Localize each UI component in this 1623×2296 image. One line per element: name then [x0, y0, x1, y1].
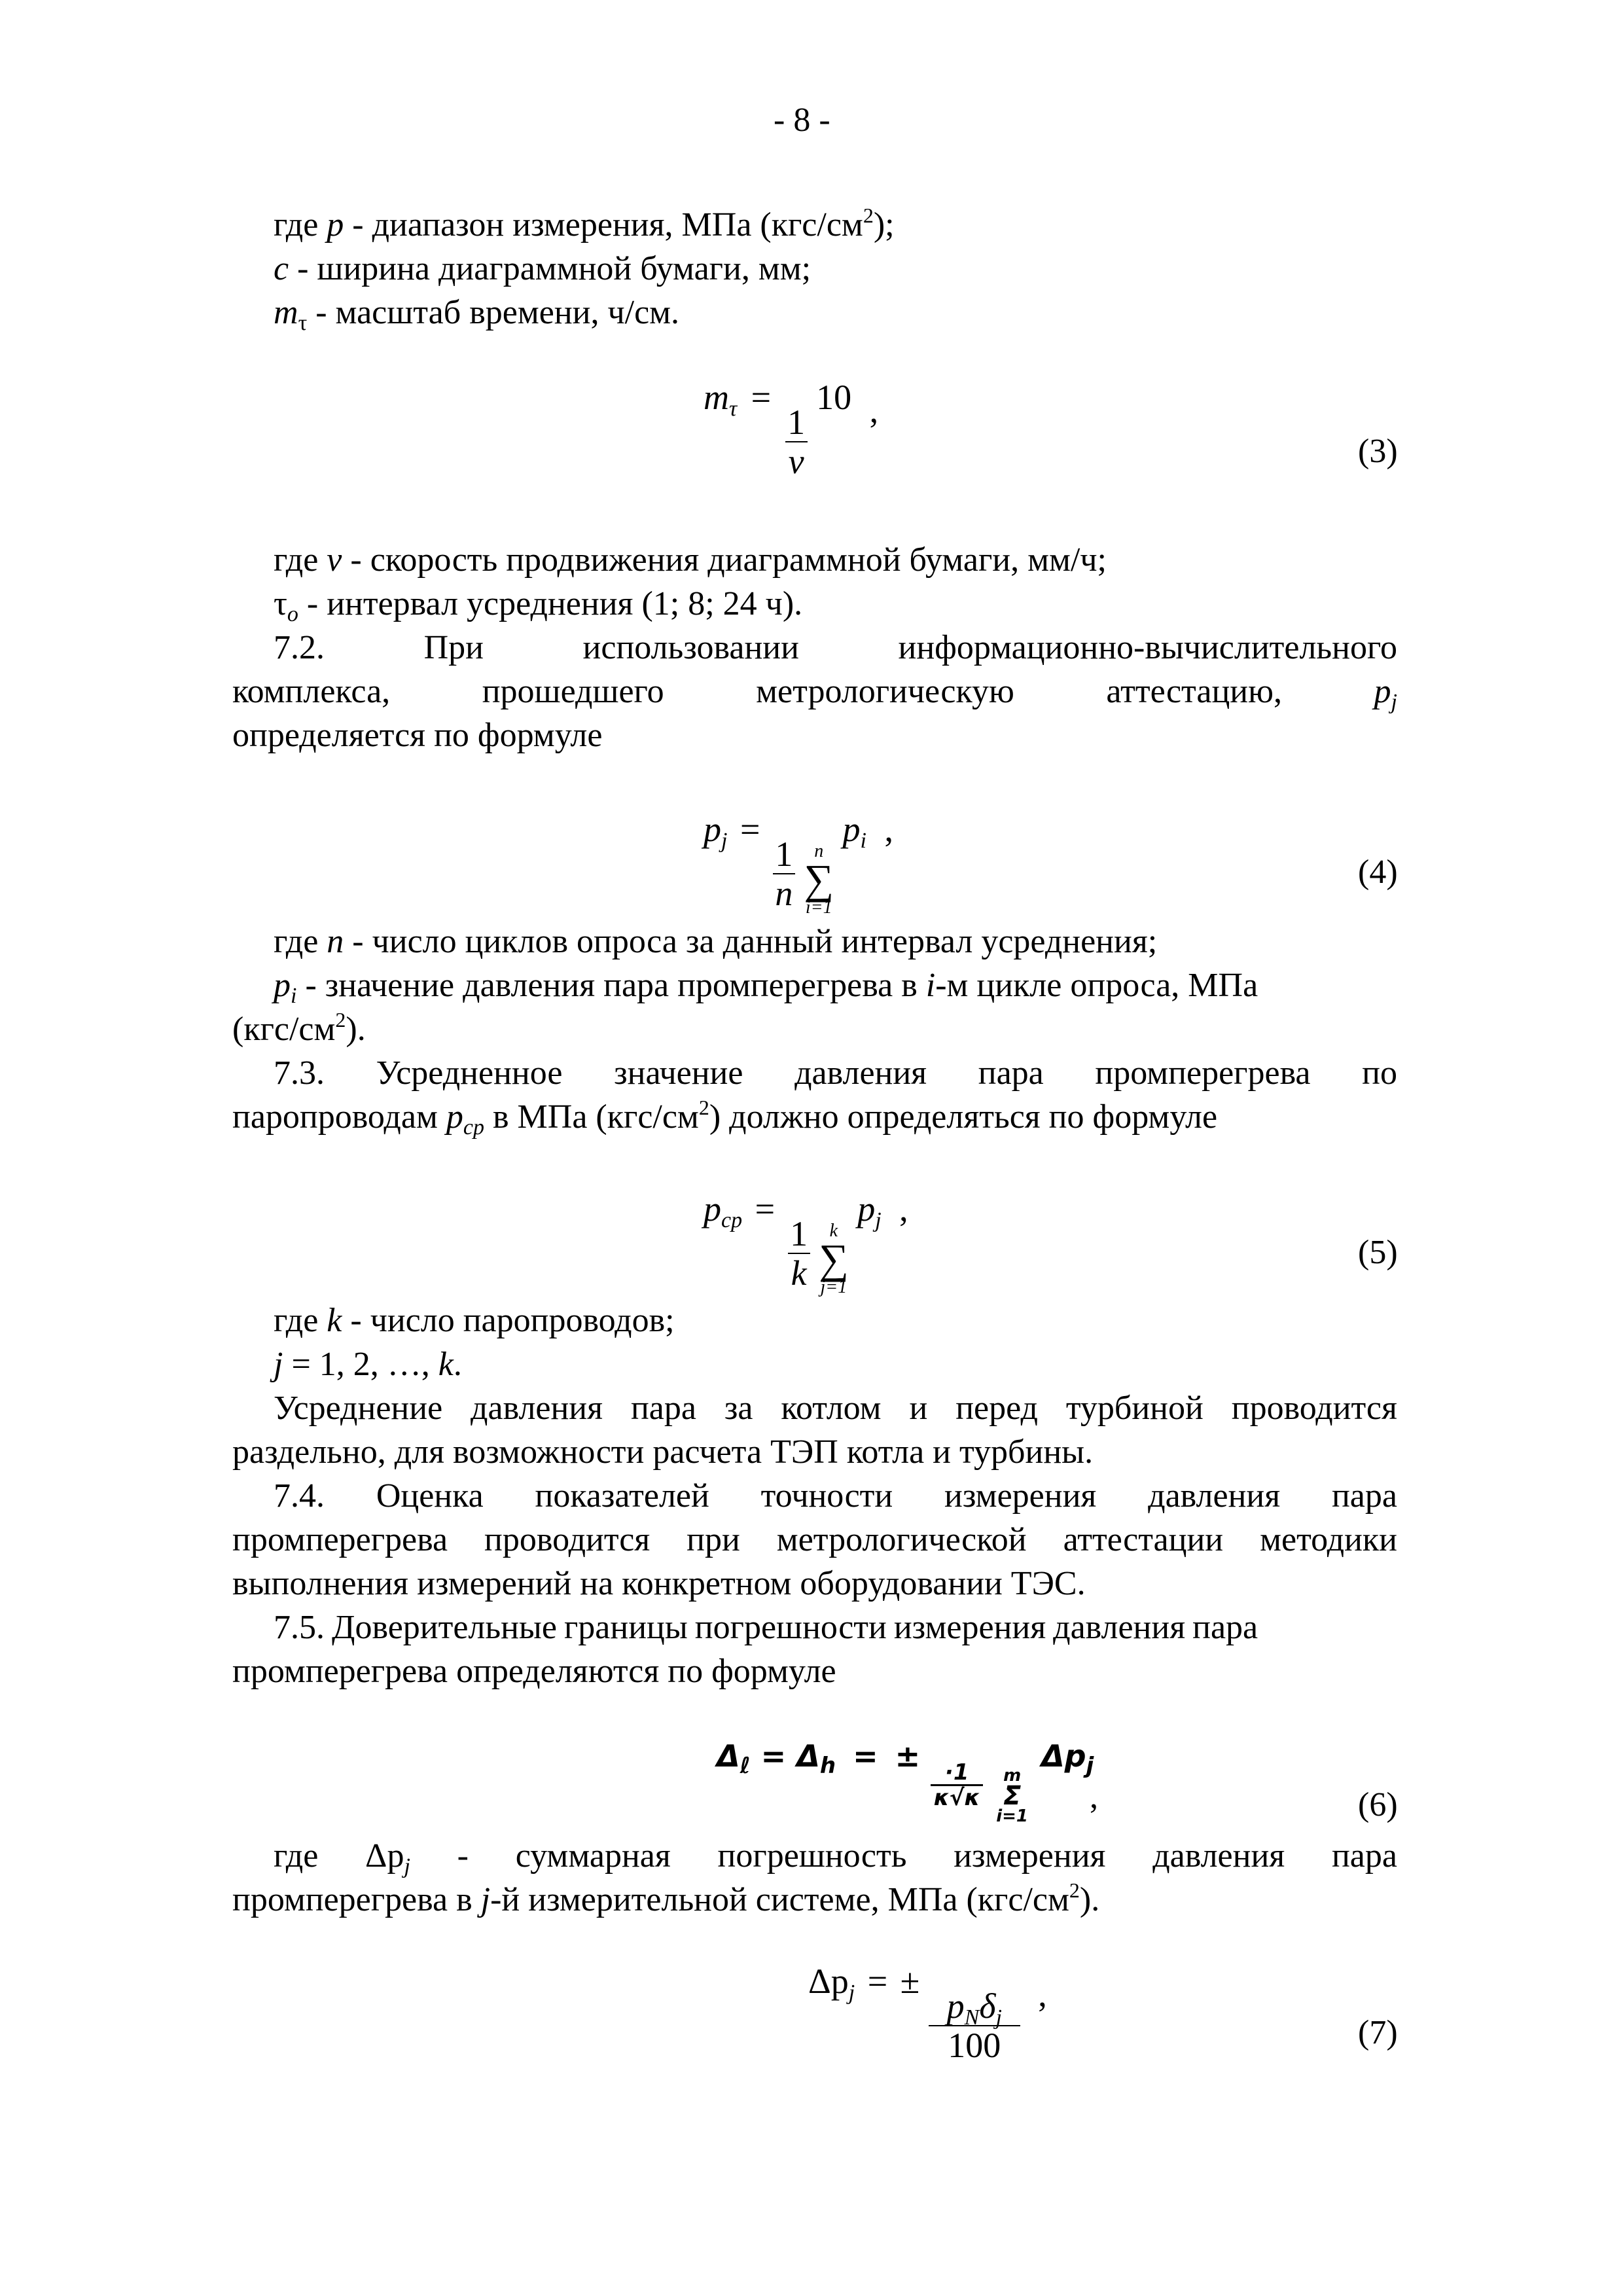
where-word: где	[274, 1302, 327, 1339]
v-symbol: v	[327, 541, 342, 579]
avg-word: давления	[471, 1390, 603, 1427]
eq4-sum	[804, 842, 834, 917]
eq6-denominator: κ√κ	[933, 1785, 980, 1811]
def-p-tail: );	[873, 206, 895, 243]
avg-word: котлом	[781, 1390, 882, 1427]
avg-word: проводится	[1231, 1390, 1397, 1427]
eq6-term: Δp	[1041, 1738, 1086, 1774]
eq6-sum-bottom: i=1	[996, 1806, 1029, 1826]
def-pi-line	[274, 967, 1258, 1008]
eq3-denominator: v	[788, 442, 804, 481]
s74-word: проводится	[484, 1521, 651, 1558]
eq4-sigma: ∑	[804, 856, 834, 903]
eq7-lhs-sub: j	[848, 1981, 855, 2005]
eq5-fraction	[788, 1216, 810, 1291]
def-pi-line-2-text: (кгс/см	[232, 1011, 336, 1048]
s73-word: давления	[794, 1054, 927, 1092]
s75-word: давления	[1053, 1609, 1186, 1646]
s73-word: по	[1362, 1054, 1397, 1092]
eq6-plus-minus: ±	[895, 1738, 921, 1774]
pi-i: i	[925, 967, 936, 1004]
def-m-text: - масштаб времени, ч/см.	[307, 294, 680, 331]
equation-4-number: (4)	[1358, 853, 1398, 891]
s74-word: промперегрева	[232, 1521, 448, 1558]
eq5-term-sub: j	[875, 1208, 882, 1232]
eq3-comma: ,	[869, 391, 879, 430]
eq5-sum	[819, 1222, 849, 1297]
def-tau-line	[274, 585, 803, 626]
def-dpj-line-1	[274, 1837, 1397, 1878]
def-p-line	[274, 204, 895, 243]
eq6-delta-h-sub: h	[819, 1753, 836, 1779]
equation-6	[717, 1738, 1094, 1826]
eq4-numerator: 1	[775, 834, 793, 874]
def-v-line	[274, 543, 1107, 577]
def-dpj-line-2-b: -й измерительной системе, МПа (кгс/см	[490, 1881, 1069, 1918]
eq5-denominator: k	[791, 1253, 807, 1293]
def-v-text: - скорость продвижения диаграммной бумаги, мм/ч;	[342, 541, 1107, 579]
s73-line-2-a: паропроводам	[232, 1098, 446, 1136]
s72-line-2	[232, 673, 1397, 714]
eq4-comma: ,	[884, 810, 893, 849]
s74-word: при	[687, 1521, 740, 1558]
s74-word: аттестации	[1063, 1521, 1224, 1558]
eq7-fraction	[929, 1988, 1020, 2063]
avg-word: и	[909, 1390, 928, 1427]
equation-5-number: (5)	[1358, 1234, 1398, 1271]
avg-word: перед	[955, 1390, 1038, 1427]
def-dpj-word: суммарная	[515, 1837, 671, 1874]
eq4-term: p	[842, 810, 861, 849]
m-symbol: m	[274, 294, 298, 331]
eq6-sum-top: m	[1003, 1766, 1022, 1785]
eq6-sigma: Σ	[1003, 1781, 1022, 1811]
eq4-fraction	[773, 836, 795, 911]
s74-line-1	[274, 1479, 1397, 1513]
avg-line-1	[274, 1391, 1397, 1426]
s72-word: метрологическую	[756, 673, 1014, 710]
where-word: где	[274, 923, 327, 960]
def-dpj-word: погрешность	[717, 1837, 907, 1874]
s72-line-1	[274, 631, 1397, 665]
eq5-equals: =	[755, 1189, 776, 1229]
k-symbol: k	[327, 1302, 342, 1339]
def-dpj-word: измерения	[954, 1837, 1106, 1874]
def-p-text: - диапазон измерения, МПа (кгс/см	[344, 206, 863, 243]
eq3-equals: =	[751, 378, 772, 417]
eq6-fraction	[931, 1761, 983, 1809]
s75-word: 7.5.	[274, 1609, 325, 1646]
n-symbol: n	[327, 923, 344, 960]
avg-word: Усреднение	[274, 1390, 443, 1427]
eq4-denominator: n	[775, 874, 793, 913]
tau-subscript: o	[287, 602, 298, 626]
def-dpj-word: давления	[1152, 1837, 1285, 1874]
def-dpj-word: пара	[1331, 1837, 1397, 1874]
pj-symbol: $p_j$	[1374, 673, 1397, 714]
p-symbol: p	[327, 206, 344, 243]
s72-word: аттестацию,	[1106, 673, 1282, 710]
avg-word: турбиной	[1065, 1390, 1204, 1427]
eq3-tail: 10	[816, 378, 852, 417]
s75-word: погрешности	[694, 1609, 887, 1646]
s74-word: измерения	[944, 1477, 1097, 1515]
def-j-line	[274, 1348, 462, 1382]
s74-word: Оценка	[376, 1477, 484, 1515]
dpj-symbol: $\Delta p_j$	[365, 1837, 410, 1878]
equation-6-number: (6)	[1358, 1786, 1398, 1823]
equation-3-number: (3)	[1358, 433, 1398, 470]
eq6-numerator: ·1	[944, 1759, 969, 1785]
equation-5	[704, 1191, 908, 1297]
s72-word: 7.2.	[274, 629, 325, 666]
eq6-equals-1: =	[760, 1738, 787, 1774]
s75-word: пара	[1192, 1609, 1258, 1646]
tau-symbol: τ	[274, 585, 287, 622]
s74-line-3: выполнения измерений на конкретном оборудовании ТЭС.	[232, 1565, 1086, 1602]
eq6-sum	[996, 1767, 1028, 1825]
s73-line-1	[274, 1056, 1397, 1090]
eq6-delta-l: Δ	[717, 1738, 740, 1774]
eq5-sum-bottom: j=1	[820, 1276, 847, 1297]
j-symbol: j	[274, 1346, 283, 1383]
eq4-sum-bottom: i=1	[805, 897, 832, 918]
s74-word: показателей	[535, 1477, 709, 1515]
def-dpj-word: -	[457, 1837, 469, 1874]
sup-2: 2	[1069, 1878, 1080, 1902]
s74-word: метрологической	[776, 1521, 1027, 1558]
eq6-term-sub: j	[1086, 1753, 1094, 1779]
eq6-comma: ,	[1090, 1778, 1098, 1816]
s72-word: прошедшего	[482, 673, 664, 710]
eq5-numerator: 1	[790, 1214, 808, 1253]
pcp-symbol: p	[446, 1098, 463, 1136]
eq4-sum-top: n	[814, 841, 824, 861]
equation-4	[704, 812, 893, 917]
def-dpj-word: где	[274, 1837, 319, 1874]
eq6-delta-l-sub: ℓ	[740, 1753, 751, 1779]
page-number: - 8 -	[774, 101, 830, 139]
def-j-end: .	[453, 1346, 462, 1383]
def-k-line	[274, 1304, 675, 1338]
sup-2: 2	[335, 1008, 346, 1031]
s72-word: использовании	[582, 629, 799, 666]
eq3-lhs: m	[704, 378, 729, 417]
def-c-text: - ширина диаграммной бумаги, мм;	[289, 250, 812, 287]
s75-line-1	[274, 1611, 1258, 1645]
s74-line-2	[232, 1523, 1397, 1557]
s74-word: 7.4.	[274, 1477, 325, 1515]
s73-line-2	[232, 1096, 1218, 1139]
def-m-line	[274, 294, 680, 335]
eq4-equals: =	[740, 810, 760, 849]
s74-word: точности	[760, 1477, 893, 1515]
eq7-equals: =	[867, 1962, 888, 2001]
sup-2: 2	[863, 204, 874, 227]
def-n-text: - число циклов опроса за данный интервал усреднения;	[344, 923, 1158, 960]
eq5-lhs: p	[704, 1189, 721, 1229]
eq7-lhs: Δp	[808, 1962, 849, 2001]
avg-word: за	[724, 1390, 753, 1427]
def-pi-text-1: - значение давления пара промперегрева в	[296, 967, 926, 1004]
s72-word: информационно-вычислительного	[898, 629, 1397, 666]
eq5-lhs-sub: cp	[721, 1208, 743, 1232]
def-pi-line-2-tail: ).	[346, 1011, 366, 1048]
equation-7-number: (7)	[1358, 2014, 1398, 2051]
eq6-equals-2: =	[853, 1738, 878, 1774]
s73-word: значение	[614, 1054, 743, 1092]
eq5-sum-top: k	[829, 1221, 838, 1241]
s74-word: пара	[1331, 1477, 1397, 1515]
def-dpj-line-2-c: ).	[1079, 1881, 1100, 1918]
eq4-lhs: p	[704, 810, 721, 849]
eq5-sigma: ∑	[819, 1236, 849, 1282]
avg-word: пара	[630, 1390, 696, 1427]
m-subscript: τ	[298, 311, 308, 335]
eq3-numerator: 1	[787, 403, 806, 442]
def-c-line	[274, 252, 811, 286]
def-n-line	[274, 925, 1157, 959]
eq7-denominator: 100	[948, 2026, 1001, 2065]
where-word: где	[274, 541, 327, 579]
def-k-text: - число паропроводов;	[342, 1302, 675, 1339]
s72-line-3: определяется по формуле	[232, 717, 603, 754]
j-symbol: j	[480, 1881, 491, 1918]
equation-3	[704, 380, 878, 479]
s75-word: Доверительные	[332, 1609, 557, 1646]
s74-word: методики	[1260, 1521, 1397, 1558]
def-pi-text-2: -м цикле опроса, МПа	[935, 967, 1258, 1004]
def-pi-line-2	[232, 1008, 366, 1048]
sup-2: 2	[698, 1096, 709, 1119]
eq5-term: p	[857, 1189, 876, 1229]
pi-subscript: i	[291, 984, 297, 1008]
s73-word: 7.3.	[274, 1054, 325, 1092]
eq6-delta-h: Δ	[796, 1738, 820, 1774]
s75-line-2: промперегрева определяются по формуле	[232, 1653, 836, 1690]
eq3-fraction	[785, 404, 808, 479]
pcp-subscript: cp	[463, 1115, 484, 1139]
eq7-numerator: $p_N\delta_j$	[946, 1986, 1002, 2030]
s75-word: границы	[563, 1609, 688, 1646]
j-k: k	[438, 1346, 454, 1383]
eq7-comma: ,	[1038, 1975, 1047, 2014]
s74-word: давления	[1148, 1477, 1281, 1515]
s73-word: пара	[978, 1054, 1044, 1092]
s75-word: измерения	[893, 1609, 1046, 1646]
eq4-lhs-sub: j	[721, 829, 728, 853]
s72-word: При	[423, 629, 484, 666]
equation-7	[808, 1964, 1047, 2063]
c-symbol: c	[274, 250, 289, 287]
def-dpj-line-2-a: промперегрева в	[232, 1881, 481, 1918]
eq3-lhs-sub: τ	[729, 397, 738, 421]
eq7-plus-minus: ±	[900, 1962, 920, 2001]
where-word: где	[274, 206, 327, 243]
avg-line-2: раздельно, для возможности расчета ТЭП котла и турбины.	[232, 1433, 1094, 1471]
eq4-term-sub: i	[860, 829, 866, 853]
s72-word: комплекса,	[232, 673, 391, 710]
s73-word: промперегрева	[1095, 1054, 1311, 1092]
s73-line-2-b: в МПа (кгс/см	[484, 1098, 699, 1136]
s73-word: Усредненное	[376, 1054, 563, 1092]
pi-symbol: p	[274, 967, 291, 1004]
eq5-comma: ,	[899, 1189, 908, 1229]
def-dpj-line-2	[232, 1878, 1100, 1918]
s73-line-2-c: ) должно определяться по формуле	[709, 1098, 1218, 1136]
def-j-text: = 1, 2, …,	[283, 1346, 438, 1383]
def-tau-text: - интервал усреднения (1; 8; 24 ч).	[298, 585, 803, 622]
